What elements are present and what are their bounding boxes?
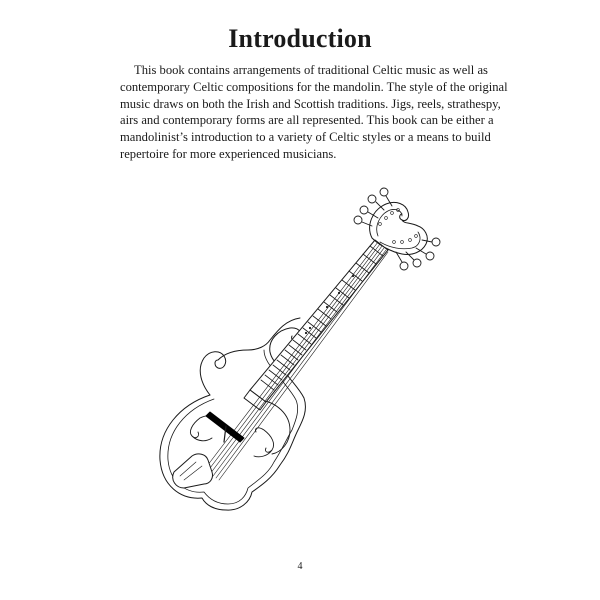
paragraph-line: mandolinist’s introduction to a variety of Celtic styles or a means to build: [120, 130, 491, 145]
paragraph-line: contemporary Celtic compositions for the mandolin. The style of the original: [120, 79, 508, 94]
tailpiece: [173, 454, 213, 488]
page-title: Introduction: [228, 24, 372, 53]
paragraph-line: repertoire for more experienced musicians.: [120, 146, 337, 161]
paragraph-line: airs and contemporary forms are all represented. This book can be either a: [120, 113, 494, 128]
paragraph-line: music draws on both the Irish and Scottish traditions. Jigs, reels, strathespy,: [120, 96, 501, 111]
f-hole-left: [190, 416, 212, 441]
paragraph-line: This book contains arrangements of traditional Celtic music as well as: [134, 63, 488, 77]
introduction-paragraph: [120, 62, 508, 163]
pickguard: [260, 400, 290, 454]
f-hole-right: [254, 428, 274, 457]
mandolin-icon: [140, 180, 470, 520]
page-number: 4: [297, 561, 303, 572]
